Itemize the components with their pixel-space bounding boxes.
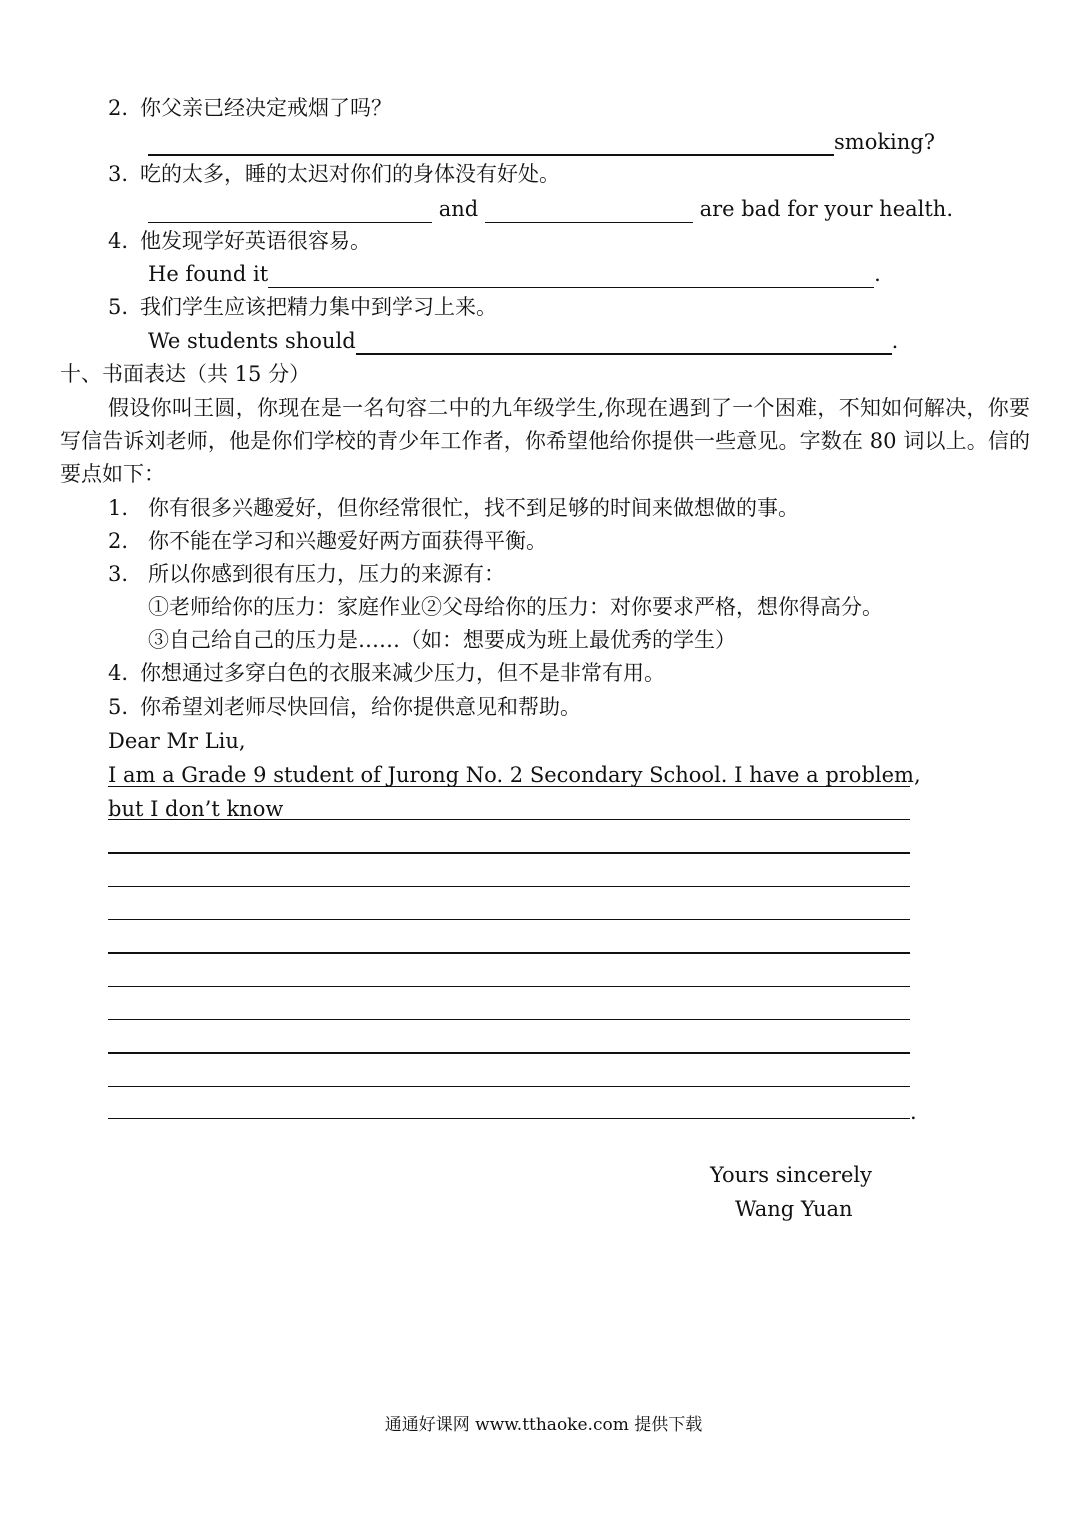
answer-blank[interactable] <box>148 200 432 223</box>
answer-blank[interactable] <box>356 329 892 355</box>
letter-signature: Wang Yuan <box>735 1197 853 1221</box>
question-3-prompt <box>108 160 560 188</box>
writing-line[interactable] <box>108 1019 910 1020</box>
question-chinese: 我们学生应该把精力集中到学习上来。 <box>140 295 497 319</box>
point-number: 5. <box>108 695 129 719</box>
question-chinese: 吃的太多，睡的太迟对你们的身体没有好处。 <box>140 162 560 186</box>
point-text: 你不能在学习和兴趣爱好两方面获得平衡。 <box>148 529 547 553</box>
point-text: 所以你感到很有压力，压力的来源有： <box>148 562 505 586</box>
writing-point <box>108 659 665 687</box>
writing-line[interactable] <box>108 786 910 787</box>
letter-line-2: but I don’t know <box>108 797 284 821</box>
letter-end-period: . <box>910 1100 917 1124</box>
question-4-prompt <box>108 227 371 255</box>
question-number: 2. <box>108 96 129 120</box>
writing-intro: 假设你叫王圆，你现在是一名句容二中的九年级学生,你现在遇到了一个困难，不知如何解决，你要写信告诉刘老师，他是你们学校的青少年工作者，你希望他给你提供一些意见。字数在 80 词以上。信的要点如下： <box>60 396 1030 486</box>
writing-point <box>108 560 505 588</box>
question-chinese: 你父亲已经决定戒烟了吗？ <box>140 96 392 120</box>
question-3-answer-line <box>148 195 953 223</box>
point-number: 4. <box>108 661 129 685</box>
answer-blank[interactable] <box>268 265 874 288</box>
question-chinese: 他发现学好英语很容易。 <box>140 229 371 253</box>
section-heading: 十、书面表达（共 15 分） <box>60 362 311 386</box>
writing-line[interactable] <box>108 819 910 820</box>
question-2-prompt <box>108 94 392 122</box>
writing-point <box>108 693 581 721</box>
point-text: 你希望刘老师尽快回信，给你提供意见和帮助。 <box>140 695 581 719</box>
point-number: 2. <box>108 529 129 553</box>
writing-line[interactable] <box>108 952 910 954</box>
writing-line[interactable] <box>108 1086 910 1087</box>
answer-tail: . <box>891 329 899 353</box>
question-5-answer-line <box>148 327 898 355</box>
point-text: 你有很多兴趣爱好，但你经常很忙，找不到足够的时间来做想做的事。 <box>148 496 799 520</box>
question-number: 4. <box>108 229 129 253</box>
answer-tail: are bad for your health. <box>699 197 954 221</box>
point-number: 3. <box>108 562 129 586</box>
letter-salutation: Dear Mr Liu, <box>108 729 246 753</box>
writing-line[interactable] <box>108 1118 910 1119</box>
question-4-answer-line <box>148 260 881 288</box>
page-footer: 通通好课网 www.tthaoke.com 提供下载 <box>384 1415 703 1435</box>
point-text: 你想通过多穿白色的衣服来减少压力，但不是非常有用。 <box>140 661 665 685</box>
letter-line-1: I am a Grade 9 student of Jurong No. 2 Secondary School. I have a problem, <box>108 763 921 787</box>
writing-point <box>108 527 547 555</box>
writing-line[interactable] <box>108 1052 910 1054</box>
writing-sub-point: ①老师给你的压力：家庭作业②父母给你的压力：对你要求严格，想你得高分。 <box>148 595 883 619</box>
answer-lead: We students should <box>148 329 356 353</box>
writing-sub-point: ③自己给自己的压力是……（如：想要成为班上最优秀的学生） <box>148 628 736 652</box>
writing-line[interactable] <box>108 986 910 987</box>
answer-blank[interactable] <box>148 130 834 156</box>
question-number: 5. <box>108 295 129 319</box>
writing-line[interactable] <box>108 886 910 887</box>
point-number: 1. <box>108 496 129 520</box>
question-number: 3. <box>108 162 129 186</box>
question-5-prompt <box>108 293 497 321</box>
writing-line[interactable] <box>108 852 910 854</box>
writing-point <box>108 494 799 522</box>
answer-tail: . <box>874 262 881 286</box>
answer-blank[interactable] <box>485 200 693 223</box>
letter-closing: Yours sincerely <box>710 1163 872 1187</box>
answer-mid: and <box>438 197 479 221</box>
answer-tail: smoking? <box>834 130 936 154</box>
answer-lead: He found it <box>148 262 269 286</box>
question-2-answer-line <box>148 128 935 156</box>
writing-line[interactable] <box>108 919 910 920</box>
